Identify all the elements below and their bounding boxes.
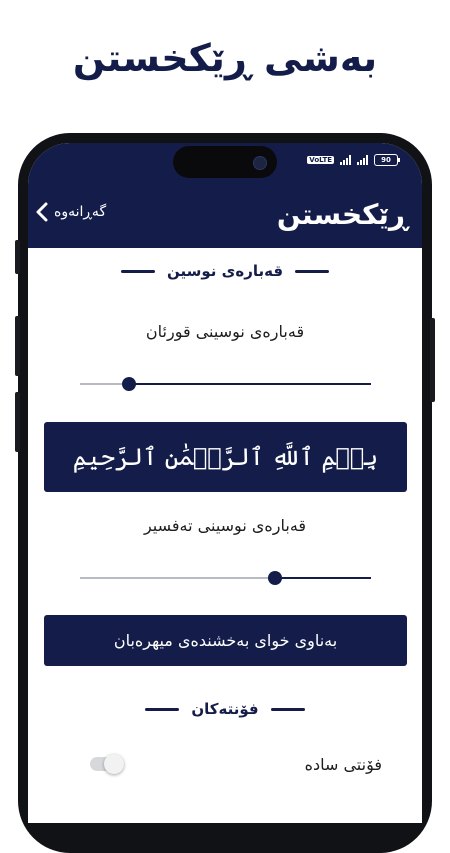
dynamic-island: [173, 146, 277, 178]
camera-icon: [253, 156, 267, 170]
simple-font-label: فۆنتی سادە: [304, 755, 382, 774]
screen-title: ڕێکخستن: [276, 198, 408, 231]
promo-title: بەشی ڕێکخستن: [72, 36, 378, 80]
quran-font-size-slider[interactable]: [80, 374, 371, 394]
signal-icon: [340, 155, 351, 165]
divider: [145, 708, 179, 711]
phone-volume-up-button: [15, 316, 20, 376]
quran-preview-box: [44, 422, 407, 492]
volte-badge: VoLTE: [309, 156, 332, 164]
chevron-left-icon: [34, 201, 50, 223]
slider-thumb[interactable]: [268, 571, 282, 585]
divider: [271, 708, 305, 711]
back-button-label: گەڕانەوە: [54, 204, 107, 220]
quran-preview-text: بِسۡمِ ٱللَّهِ ٱلرَّحۡمَٰنِ ٱلرَّحِيمِ: [72, 443, 379, 471]
divider: [121, 270, 155, 273]
section-heading-label: قەبارەی نوسین: [166, 262, 284, 280]
phone-side-button: [15, 240, 20, 274]
divider: [295, 270, 329, 273]
simple-font-toggle[interactable]: [90, 754, 126, 774]
tafsir-preview-text: بەناوی خوای بەخشندەی میهرەبان: [113, 631, 338, 650]
signal-icon: [357, 155, 368, 165]
battery-icon: 90: [374, 154, 398, 166]
tafsir-preview-box: [44, 615, 407, 666]
section-heading-font-size: [28, 262, 422, 280]
section-heading-fonts: [28, 700, 422, 718]
phone-volume-down-button: [15, 392, 20, 452]
back-button[interactable]: [34, 201, 106, 223]
quran-font-size-label: قەبارەی نوسینی قورئان: [145, 322, 305, 341]
phone-power-button: [430, 318, 435, 402]
section-heading-label: فۆنتەکان: [191, 700, 259, 718]
app-bar: [28, 143, 422, 248]
app-screen: [28, 143, 422, 823]
tafsir-font-size-slider[interactable]: [80, 568, 371, 588]
status-bar: [307, 154, 398, 166]
slider-thumb[interactable]: [122, 377, 136, 391]
tafsir-font-size-label: قەبارەی نوسینی تەفسیر: [143, 516, 307, 535]
slider-fill: [80, 577, 275, 579]
toggle-knob: [104, 754, 124, 774]
